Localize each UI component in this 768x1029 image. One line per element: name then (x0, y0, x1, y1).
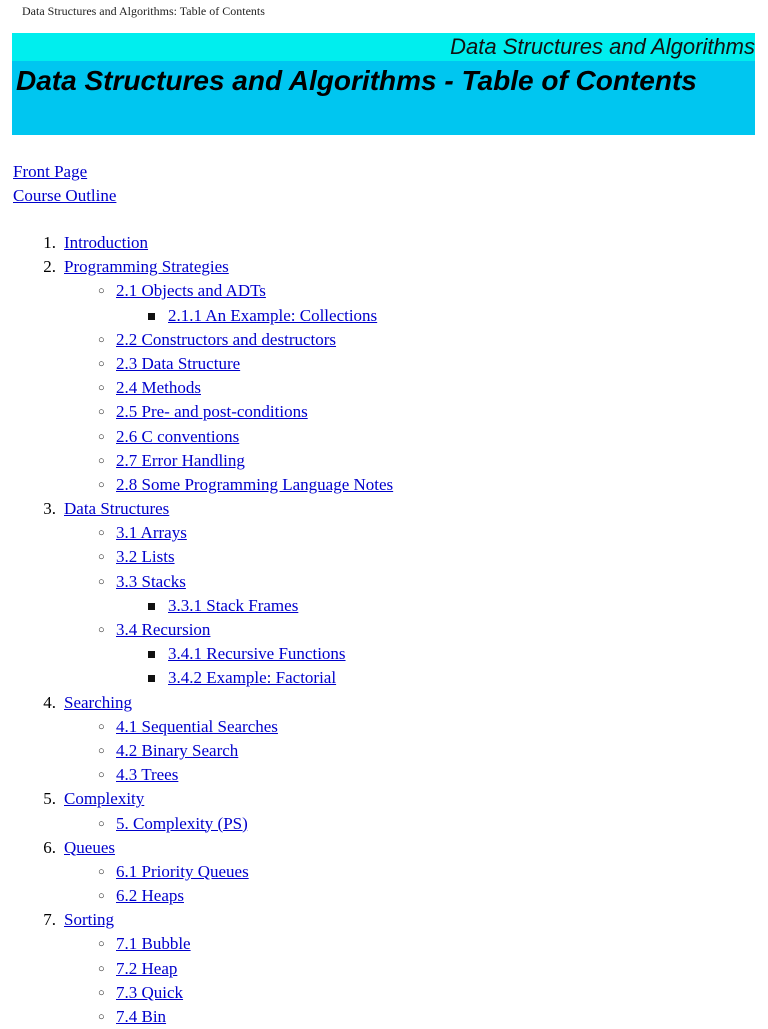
toc-link[interactable]: 6.2 Heaps (116, 886, 184, 906)
toc-item (0, 691, 768, 715)
hollow-circle-icon: ○ (98, 357, 105, 370)
toc-item (0, 279, 768, 303)
hollow-circle-icon: ○ (98, 333, 105, 346)
toc-link[interactable]: 7.3 Quick (116, 982, 184, 1002)
toc-link[interactable]: 3.4.2 Example: Factorial (168, 668, 337, 688)
toc-item-number: 1. (43, 233, 56, 252)
toc-link[interactable]: Searching (64, 692, 132, 712)
toc-item-number: 7. (43, 910, 56, 930)
top-nav-links (13, 160, 116, 208)
hollow-circle-icon: ○ (98, 382, 105, 395)
toc-item-number: 4. (43, 692, 56, 712)
toc-item (0, 304, 768, 328)
hollow-circle-icon: ○ (98, 744, 105, 757)
toc-link[interactable]: 2.6 C conventions (116, 426, 240, 446)
toc-link[interactable]: Introduction (64, 233, 149, 252)
hollow-circle-icon: ○ (98, 478, 105, 491)
toc-item (0, 231, 768, 255)
toc-link[interactable]: 2.1 Objects and ADTs (116, 281, 266, 301)
toc-link[interactable]: 7.1 Bubble (116, 934, 191, 954)
hollow-circle-icon: ○ (98, 720, 105, 733)
course-outline-link[interactable]: Course Outline (13, 186, 117, 205)
table-of-contents (0, 231, 768, 1029)
toc-item (0, 400, 768, 424)
hollow-circle-icon: ○ (98, 817, 105, 830)
toc-item (0, 570, 768, 594)
toc-item (0, 932, 768, 956)
toc-item (0, 473, 768, 497)
hollow-circle-icon: ○ (98, 575, 105, 588)
toc-item (0, 957, 768, 981)
title-banner (12, 33, 755, 135)
toc-link[interactable]: 3.4 Recursion (116, 620, 211, 639)
toc-item (0, 908, 768, 932)
toc-link[interactable]: 4.3 Trees (116, 765, 179, 785)
hollow-circle-icon: ○ (98, 406, 105, 419)
toc-item (0, 376, 768, 400)
toc-link[interactable]: 2.4 Methods (116, 378, 201, 398)
hollow-circle-icon: ○ (98, 865, 105, 878)
toc-link[interactable]: 7.4 Bin (116, 1007, 167, 1026)
toc-link[interactable]: Complexity (64, 789, 145, 809)
filled-square-icon (148, 603, 155, 610)
toc-link[interactable]: Queues (64, 837, 115, 857)
toc-item-number: 2. (43, 257, 56, 277)
toc-link[interactable]: 2.8 Some Programming Language Notes (116, 474, 394, 494)
banner-subtitle: Data Structures and Algorithms (12, 33, 755, 61)
toc-item-number: 3. (43, 499, 56, 519)
toc-link[interactable]: 5. Complexity (PS) (116, 813, 248, 833)
toc-link[interactable]: 2.7 Error Handling (116, 450, 245, 470)
toc-link[interactable]: Data Structures (64, 499, 170, 519)
toc-item (0, 497, 768, 521)
toc-link[interactable]: 6.1 Priority Queues (116, 861, 249, 881)
filled-square-icon (148, 675, 155, 682)
toc-item-number: 6. (43, 837, 56, 857)
filled-square-icon (148, 651, 155, 658)
hollow-circle-icon: ○ (98, 938, 105, 951)
toc-link[interactable]: 4.2 Binary Search (116, 740, 239, 760)
toc-item (0, 739, 768, 763)
hollow-circle-icon: ○ (98, 1011, 105, 1023)
hollow-circle-icon: ○ (98, 285, 105, 298)
toc-link[interactable]: 3.3.1 Stack Frames (168, 595, 299, 615)
hollow-circle-icon: ○ (98, 986, 105, 999)
toc-link[interactable]: 2.5 Pre- and post-conditions (116, 402, 308, 422)
toc-item (0, 1005, 768, 1029)
toc-item (0, 981, 768, 1005)
hollow-circle-icon: ○ (98, 551, 105, 564)
toc-link[interactable]: 4.1 Sequential Searches (116, 716, 278, 736)
toc-link[interactable]: 7.2 Heap (116, 958, 178, 978)
hollow-circle-icon: ○ (98, 527, 105, 540)
hollow-circle-icon: ○ (98, 430, 105, 443)
toc-item (0, 715, 768, 739)
toc-item (0, 425, 768, 449)
toc-link[interactable]: 3.4.1 Recursive Functions (168, 644, 346, 664)
filled-square-icon (148, 313, 155, 320)
hollow-circle-icon: ○ (98, 624, 105, 636)
toc-item (0, 666, 768, 690)
document-header: Data Structures and Algorithms: Table of Contents (22, 4, 265, 18)
toc-link[interactable]: 2.2 Constructors and destructors (116, 329, 337, 349)
toc-item (0, 787, 768, 811)
toc-item (0, 618, 768, 642)
toc-item (0, 328, 768, 352)
toc-item (0, 642, 768, 666)
toc-link[interactable]: Programming Strategies (64, 257, 229, 277)
toc-link[interactable]: 3.2 Lists (116, 547, 175, 567)
toc-link[interactable]: Sorting (64, 910, 115, 930)
toc-item (0, 884, 768, 908)
toc-item (0, 860, 768, 884)
toc-item (0, 763, 768, 787)
hollow-circle-icon: ○ (98, 962, 105, 975)
toc-item (0, 836, 768, 860)
toc-link[interactable]: 3.3 Stacks (116, 571, 186, 591)
toc-item (0, 594, 768, 618)
toc-item (0, 545, 768, 569)
hollow-circle-icon: ○ (98, 890, 105, 903)
toc-item-number: 5. (43, 789, 56, 809)
toc-link[interactable]: 2.1.1 An Example: Collections (168, 305, 378, 325)
toc-item (0, 255, 768, 279)
toc-link[interactable]: 2.3 Data Structure (116, 353, 241, 373)
toc-item (0, 812, 768, 836)
front-page-link[interactable]: Front Page (13, 162, 88, 181)
toc-item (0, 521, 768, 545)
toc-item (0, 449, 768, 473)
hollow-circle-icon: ○ (98, 454, 105, 467)
page-title: Data Structures and Algorithms - Table of Contents (12, 61, 755, 135)
toc-link[interactable]: 3.1 Arrays (116, 523, 187, 543)
toc-item (0, 352, 768, 376)
hollow-circle-icon: ○ (98, 769, 105, 782)
